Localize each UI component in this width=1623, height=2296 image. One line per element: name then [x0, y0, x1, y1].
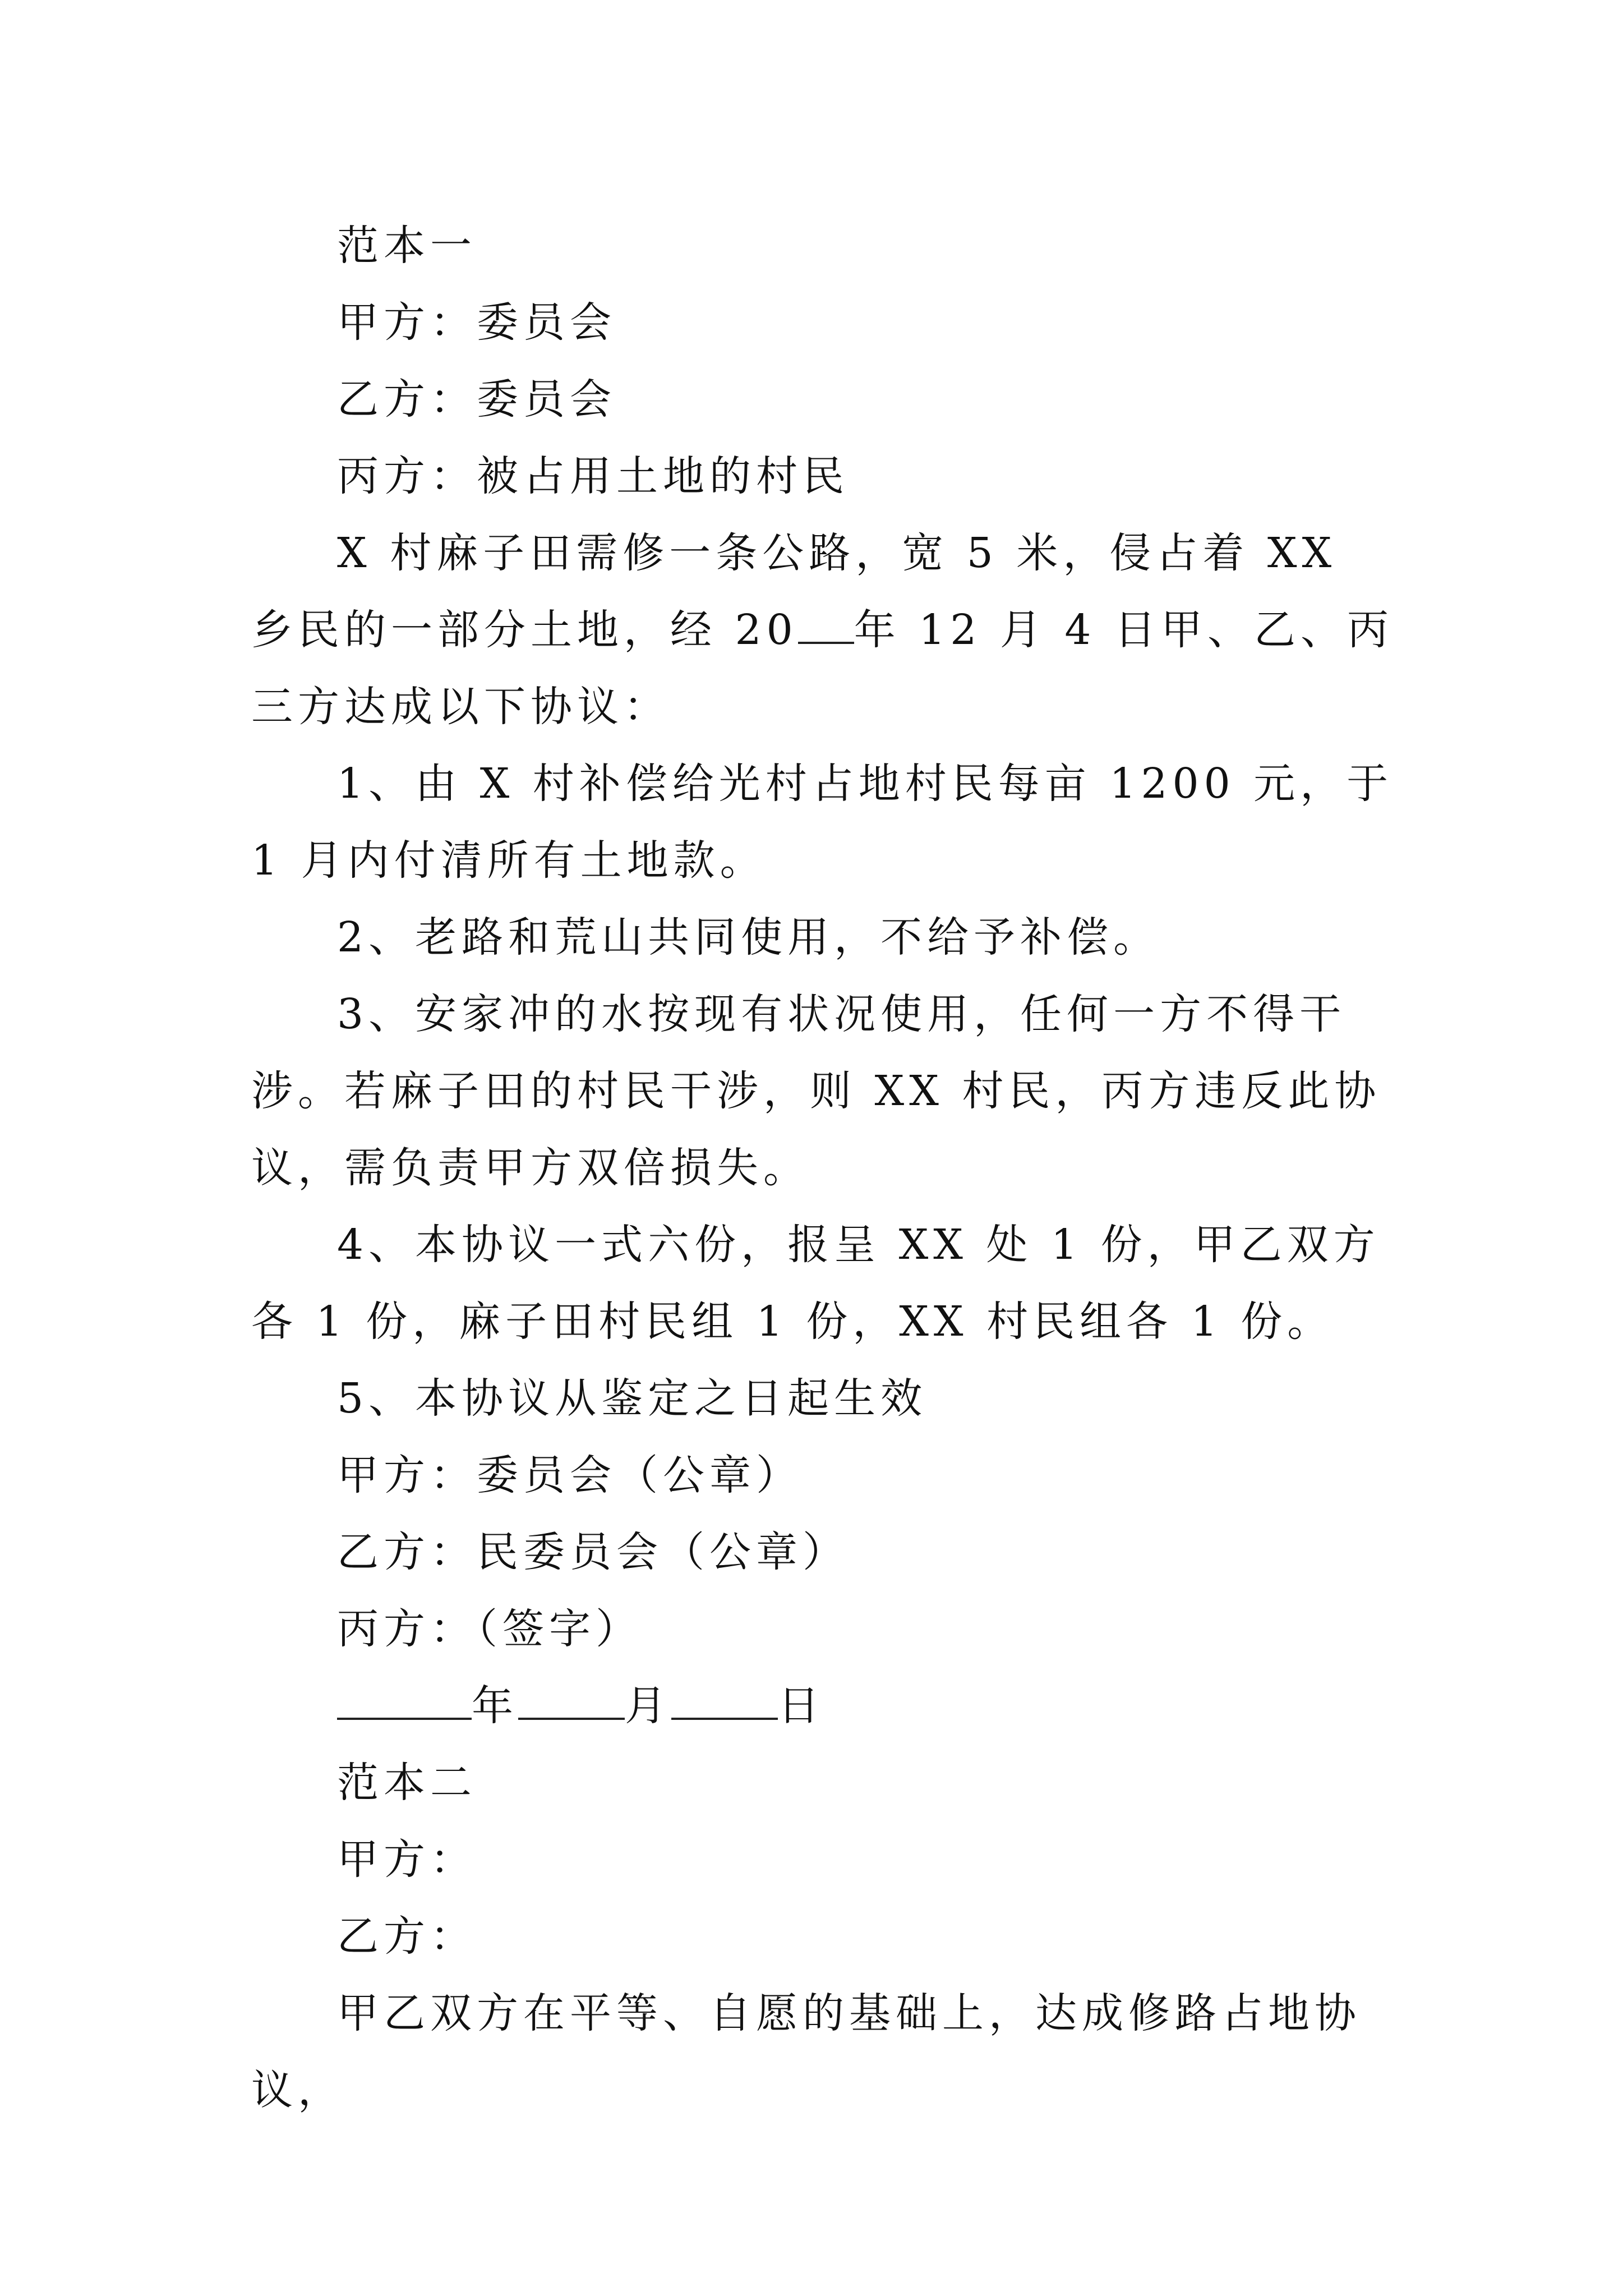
party-b-line: 乙方：委员会	[337, 375, 616, 424]
date-line	[251, 1668, 1395, 1745]
intro-paragraph-part-2: 年 12 月 4 日甲、乙、丙三方达成以下协议：	[251, 606, 1394, 731]
sample-two-intro: 甲乙双方在平等、自愿的基础上，达成修路占地协议，	[251, 1989, 1361, 2114]
signature-party-a: 甲方：委员会（公章）	[337, 1451, 803, 1499]
year-blank	[798, 604, 854, 644]
clause-1: 1、由 X 村补偿给光村占地村民每亩 1200 元，于 1 月内付清所有土地款。	[251, 760, 1394, 885]
date-month-blank	[518, 1680, 625, 1720]
date-month-label: 月	[625, 1682, 671, 1730]
date-year-blank	[337, 1680, 472, 1720]
clause-5: 5、本协议从鉴定之日起生效	[337, 1374, 928, 1423]
document-body	[251, 208, 1395, 2129]
clause-3: 3、安家冲的水按现有状况使用，任何一方不得干涉。若麻子田的村民干涉，则 XX 村民，丙方违反此协议，需负责甲方双倍损失。	[251, 990, 1381, 1192]
intro-paragraph	[251, 515, 1395, 746]
clause-4: 4、本协议一式六份，报呈 XX 处 1 份，甲乙双方各 1 份，麻子田村民组 1 份，XX 村民组各 1 份。	[251, 1221, 1380, 1346]
signature-party-b: 乙方：民委员会（公章）	[337, 1528, 849, 1576]
sample-two-party-a: 甲方：	[337, 1835, 477, 1884]
party-c-line: 丙方：被占用土地的村民	[337, 452, 849, 500]
date-year-label: 年	[472, 1682, 518, 1730]
signature-party-c: 丙方：（签字）	[337, 1605, 642, 1653]
clause-2: 2、老路和荒山共同使用，不给予补偿。	[337, 913, 1160, 961]
intro-paragraph-part-1: X 村麻子田需修一条公路，宽 5 米，侵占着 XX 乡民的一部分土地，经 20	[251, 529, 1337, 654]
date-day-label: 日	[778, 1682, 824, 1730]
section-title-sample-one: 范本一	[337, 222, 477, 270]
party-a-line: 甲方：委员会	[337, 298, 616, 347]
section-title-sample-two: 范本二	[337, 1759, 477, 1807]
sample-two-party-b: 乙方：	[337, 1912, 477, 1961]
date-day-blank	[671, 1680, 778, 1720]
